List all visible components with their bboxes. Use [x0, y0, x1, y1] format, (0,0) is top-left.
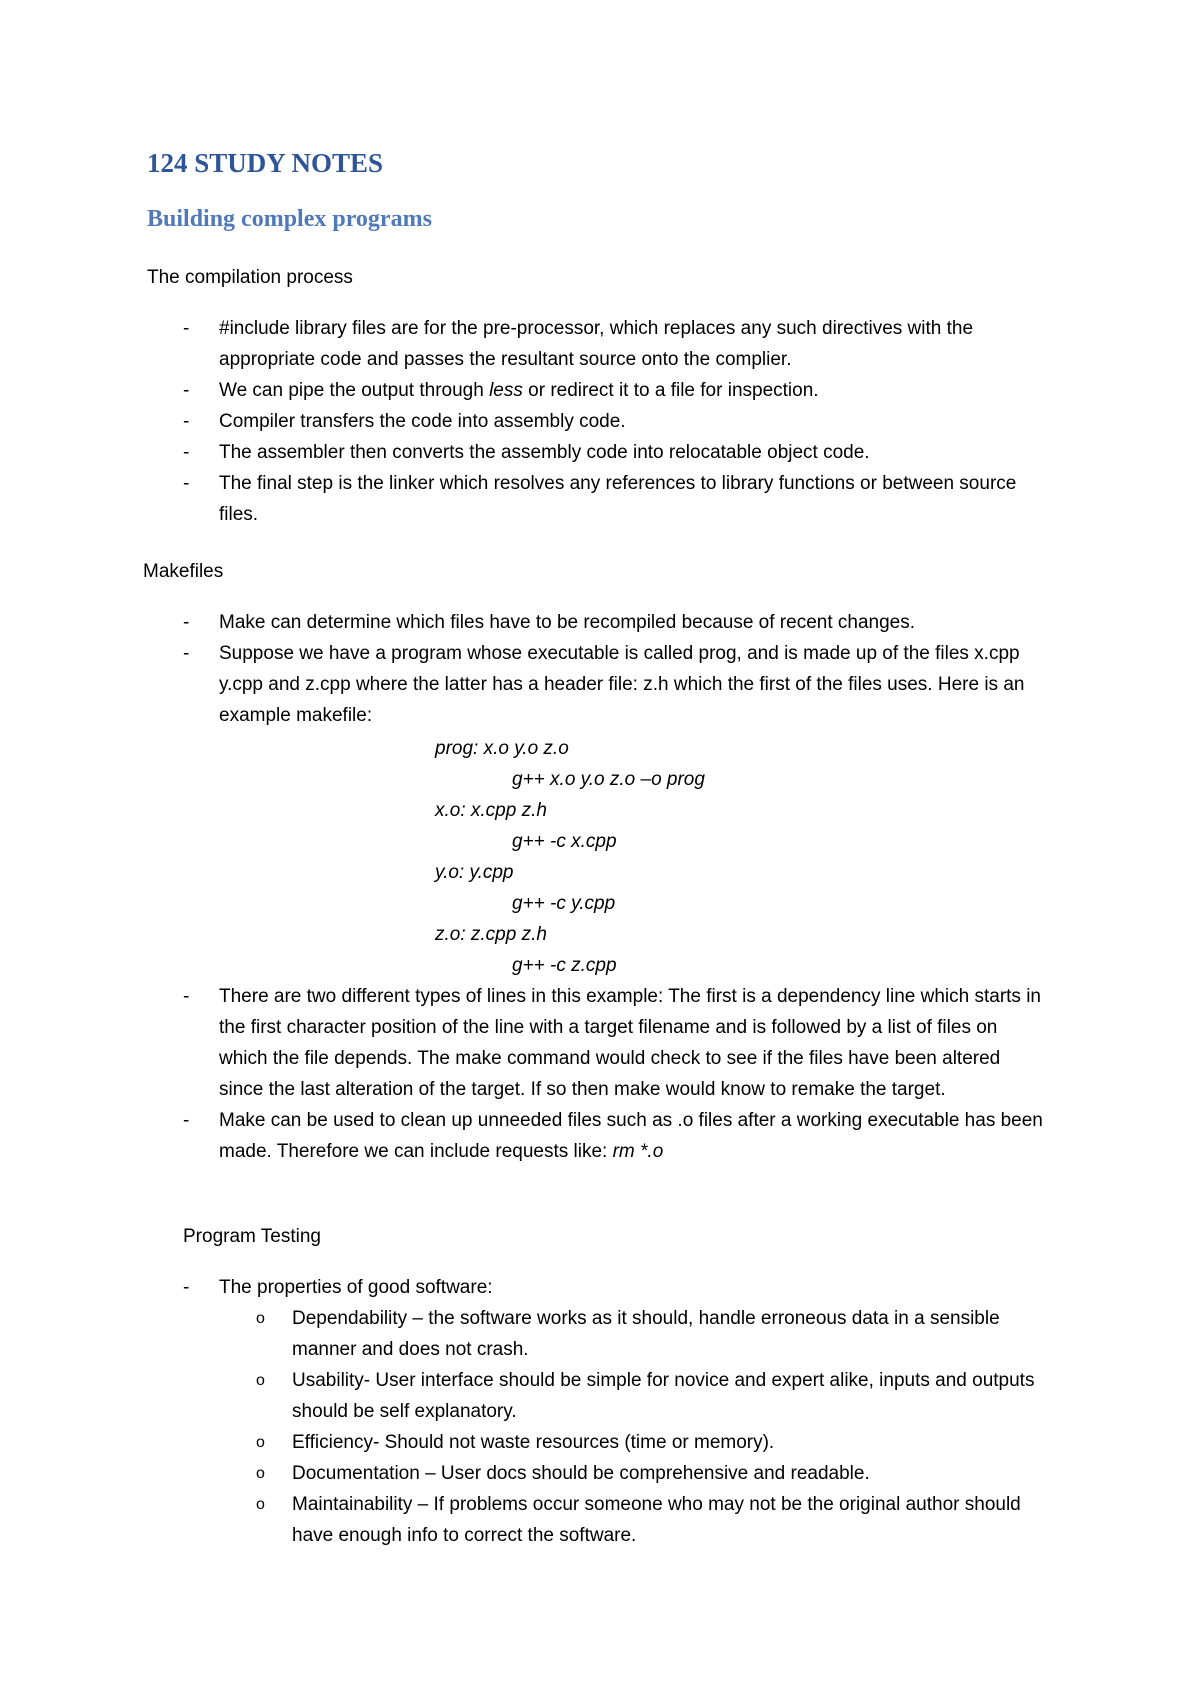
property-text: Usability- User interface should be simple for novice and expert alike, inputs and outputs should be self explanatory. — [292, 1370, 1035, 1422]
circle-bullet: o — [256, 1372, 265, 1389]
dash-bullet: - — [183, 986, 190, 1007]
property-item — [219, 1489, 1047, 1551]
list-item-text: The final step is the linker which resolves any references to library functions or between source files. — [219, 473, 1017, 525]
list-item — [147, 607, 1047, 638]
makefile-line: prog: x.o y.o z.o — [435, 738, 569, 759]
list-item — [147, 1272, 1047, 1551]
circle-bullet: o — [256, 1434, 265, 1451]
property-item — [219, 1303, 1047, 1365]
dash-bullet: - — [183, 612, 190, 633]
makefiles-list — [147, 607, 1047, 1167]
makefile-line: g++ -c z.cpp — [512, 955, 617, 976]
makefile-line: x.o: x.cpp z.h — [435, 800, 547, 821]
list-item-text: We can pipe the output through — [219, 380, 490, 401]
list-item-text: #include library files are for the pre-processor, which replaces any such directives with the appropriate code and passes the resultant source onto the complier. — [219, 318, 974, 370]
list-item — [147, 1105, 1047, 1167]
testing-list — [147, 1272, 1047, 1551]
list-item — [147, 375, 1047, 406]
makefile-line: g++ -c x.cpp — [512, 831, 617, 852]
list-item-text: or redirect it to a file for inspection. — [522, 380, 819, 401]
list-item — [147, 981, 1047, 1105]
property-text: Dependability – the software works as it should, handle erroneous data in a sensible manner and does not crash. — [292, 1308, 1000, 1360]
list-item-text: The properties of good software: — [219, 1277, 493, 1298]
testing-subheading: Program Testing — [183, 1226, 321, 1247]
dash-bullet: - — [183, 1110, 190, 1131]
dash-bullet: - — [183, 643, 190, 664]
list-item-text: Make can determine which files have to be recompiled because of recent changes. — [219, 612, 916, 633]
document-title: 124 STUDY NOTES — [147, 148, 384, 178]
command-name: rm *.o — [612, 1141, 664, 1162]
makefile-example — [219, 733, 1047, 981]
list-item — [147, 468, 1047, 530]
list-item-text: Suppose we have a program whose executable is called prog, and is made up of the files x.cpp y.cpp and z.cpp where the latter has a header file: z.h which the first of the files uses. Here is an example makefile: — [219, 643, 1025, 726]
dash-bullet: - — [183, 1277, 190, 1298]
list-item — [147, 406, 1047, 437]
property-item — [219, 1458, 1047, 1489]
property-item — [219, 1365, 1047, 1427]
dash-bullet: - — [183, 473, 190, 494]
list-item-text: The assembler then converts the assembly code into relocatable object code. — [219, 442, 870, 463]
makefile-line: g++ x.o y.o z.o –o prog — [512, 769, 705, 790]
property-text: Maintainability – If problems occur someone who may not be the original author should have enough info to correct the software. — [292, 1494, 1021, 1546]
compilation-list — [147, 313, 1047, 530]
makefile-line: z.o: z.cpp z.h — [435, 924, 547, 945]
makefile-line: y.o: y.cpp — [435, 862, 514, 883]
properties-list — [219, 1303, 1047, 1551]
list-item-text: Compiler transfers the code into assembly code. — [219, 411, 626, 432]
section-heading: Building complex programs — [147, 206, 432, 232]
circle-bullet: o — [256, 1465, 265, 1482]
makefile-line: g++ -c y.cpp — [512, 893, 616, 914]
property-item — [219, 1427, 1047, 1458]
makefiles-subheading: Makefiles — [143, 561, 224, 582]
list-item-text: There are two different types of lines in this example: The first is a dependency line which starts in the first character position of the line with a target filename and is followed by a list of files on which the file depends. The make command would check to see if the files have been altered since the last alteration of the target. If so then make would know to remake the target. — [219, 986, 1041, 1100]
circle-bullet: o — [256, 1310, 265, 1327]
dash-bullet: - — [183, 318, 190, 339]
list-item — [147, 313, 1047, 375]
command-name: less — [489, 380, 523, 401]
dash-bullet: - — [183, 442, 190, 463]
dash-bullet: - — [183, 411, 190, 432]
property-text: Efficiency- Should not waste resources (time or memory). — [292, 1432, 775, 1453]
list-item-text: Make can be used to clean up unneeded files such as .o files after a working executable has been made. Therefore we can include requests like: — [219, 1110, 1043, 1162]
circle-bullet: o — [256, 1496, 265, 1513]
property-text: Documentation – User docs should be comprehensive and readable. — [292, 1463, 870, 1484]
dash-bullet: - — [183, 380, 190, 401]
list-item — [147, 638, 1047, 981]
list-item — [147, 437, 1047, 468]
compilation-subheading: The compilation process — [147, 267, 353, 288]
